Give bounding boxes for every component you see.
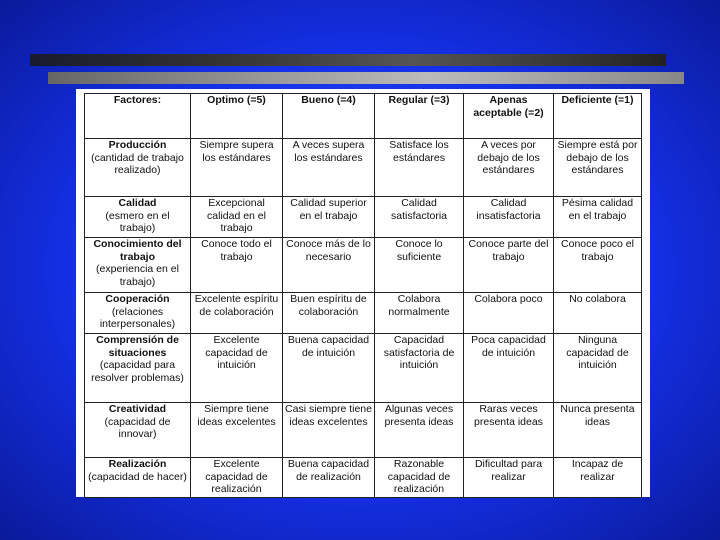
factor-cell: [85, 197, 191, 238]
rating-cell: Calidad satisfactoria: [375, 197, 464, 238]
table-row: [85, 458, 642, 498]
rating-cell: Calidad insatisfactoria: [464, 197, 554, 238]
factor-cell: [85, 458, 191, 498]
rating-cell: Calidad superior en el trabajo: [283, 197, 375, 238]
factor-description: (capacidad de hacer): [88, 470, 187, 483]
rating-cell: Ninguna capacidad de intuición: [554, 334, 642, 403]
factor-name: Comprensión de situaciones: [96, 334, 179, 359]
table-row: [85, 197, 642, 238]
rating-cell: Razonable capacidad de realización: [375, 458, 464, 498]
rating-cell: Siempre tiene ideas excelentes: [191, 403, 283, 458]
rating-cell: Incapaz de realizar: [554, 458, 642, 498]
rating-cell: Conoce más de lo necesario: [283, 238, 375, 293]
rating-cell: Poca capacidad de intuición: [464, 334, 554, 403]
factor-cell: [85, 139, 191, 197]
rating-cell: Algunas veces presenta ideas: [375, 403, 464, 458]
table-row: [85, 238, 642, 293]
table-row: [85, 403, 642, 458]
factor-name: Creatividad: [108, 403, 167, 415]
factor-description: (capacidad para resolver problemas): [91, 359, 184, 384]
rating-cell: Excelente espíritu de colaboración: [191, 293, 283, 334]
rating-cell: Conoce poco el trabajo: [554, 238, 642, 293]
header-apenas-aceptable: Apenas aceptable (=2): [464, 94, 554, 139]
rating-cell: Conoce lo suficiente: [375, 238, 464, 293]
rating-cell: Nunca presenta ideas: [554, 403, 642, 458]
header-deficiente: Deficiente (=1): [554, 94, 642, 139]
factor-description: (cantidad de trabajo realizado): [91, 151, 184, 176]
header-bueno: Bueno (=4): [283, 94, 375, 139]
table-row: [85, 334, 642, 403]
factor-name: Cooperación: [105, 293, 170, 305]
header-factors: Factores:: [85, 94, 191, 139]
table-row: [85, 293, 642, 334]
rating-cell: A veces supera los estándares: [283, 139, 375, 197]
rating-cell: Buena capacidad de realización: [283, 458, 375, 498]
rating-cell: Satisface los estándares: [375, 139, 464, 197]
rating-cell: A veces por debajo de los estándares: [464, 139, 554, 197]
rating-cell: Casi siempre tiene ideas excelentes: [283, 403, 375, 458]
factor-description: (experiencia en el trabajo): [96, 263, 179, 288]
factor-cell: [85, 293, 191, 334]
rating-cell: Pésima calidad en el trabajo: [554, 197, 642, 238]
decorative-bar-bottom: [48, 72, 684, 84]
factor-name: Calidad: [118, 197, 157, 209]
rating-cell: Excelente capacidad de realización: [191, 458, 283, 498]
rating-cell: Capacidad satisfactoria de intuición: [375, 334, 464, 403]
rating-cell: Buen espíritu de colaboración: [283, 293, 375, 334]
rating-cell: Raras veces presenta ideas: [464, 403, 554, 458]
header-regular: Regular (=3): [375, 94, 464, 139]
factor-name: Conocimiento del trabajo: [93, 238, 182, 263]
decorative-bar-top: [30, 54, 666, 66]
evaluation-table-panel: [76, 89, 650, 497]
rating-cell: Siempre supera los estándares: [191, 139, 283, 197]
header-optimo: Optimo (=5): [191, 94, 283, 139]
rating-cell: Colabora poco: [464, 293, 554, 334]
factor-name: Realización: [108, 458, 167, 470]
rating-cell: Conoce parte del trabajo: [464, 238, 554, 293]
rating-cell: Colabora normalmente: [375, 293, 464, 334]
factor-description: (esmero en el trabajo): [105, 209, 170, 234]
table-row: [85, 139, 642, 197]
factor-cell: [85, 334, 191, 403]
table-header-row: [85, 94, 642, 139]
factor-cell: [85, 238, 191, 293]
factor-description: (capacidad de innovar): [104, 415, 171, 440]
rating-cell: Buena capacidad de intuición: [283, 334, 375, 403]
rating-cell: Excelente capacidad de intuición: [191, 334, 283, 403]
rating-cell: No colabora: [554, 293, 642, 334]
rating-cell: Dificultad para realizar: [464, 458, 554, 498]
factor-name: Producción: [108, 139, 167, 151]
factor-description: (relaciones interpersonales): [99, 305, 176, 330]
rating-cell: Siempre está por debajo de los estándares: [554, 139, 642, 197]
evaluation-table: [84, 93, 642, 498]
factor-cell: [85, 403, 191, 458]
rating-cell: Excepcional calidad en el trabajo: [191, 197, 283, 238]
rating-cell: Conoce todo el trabajo: [191, 238, 283, 293]
